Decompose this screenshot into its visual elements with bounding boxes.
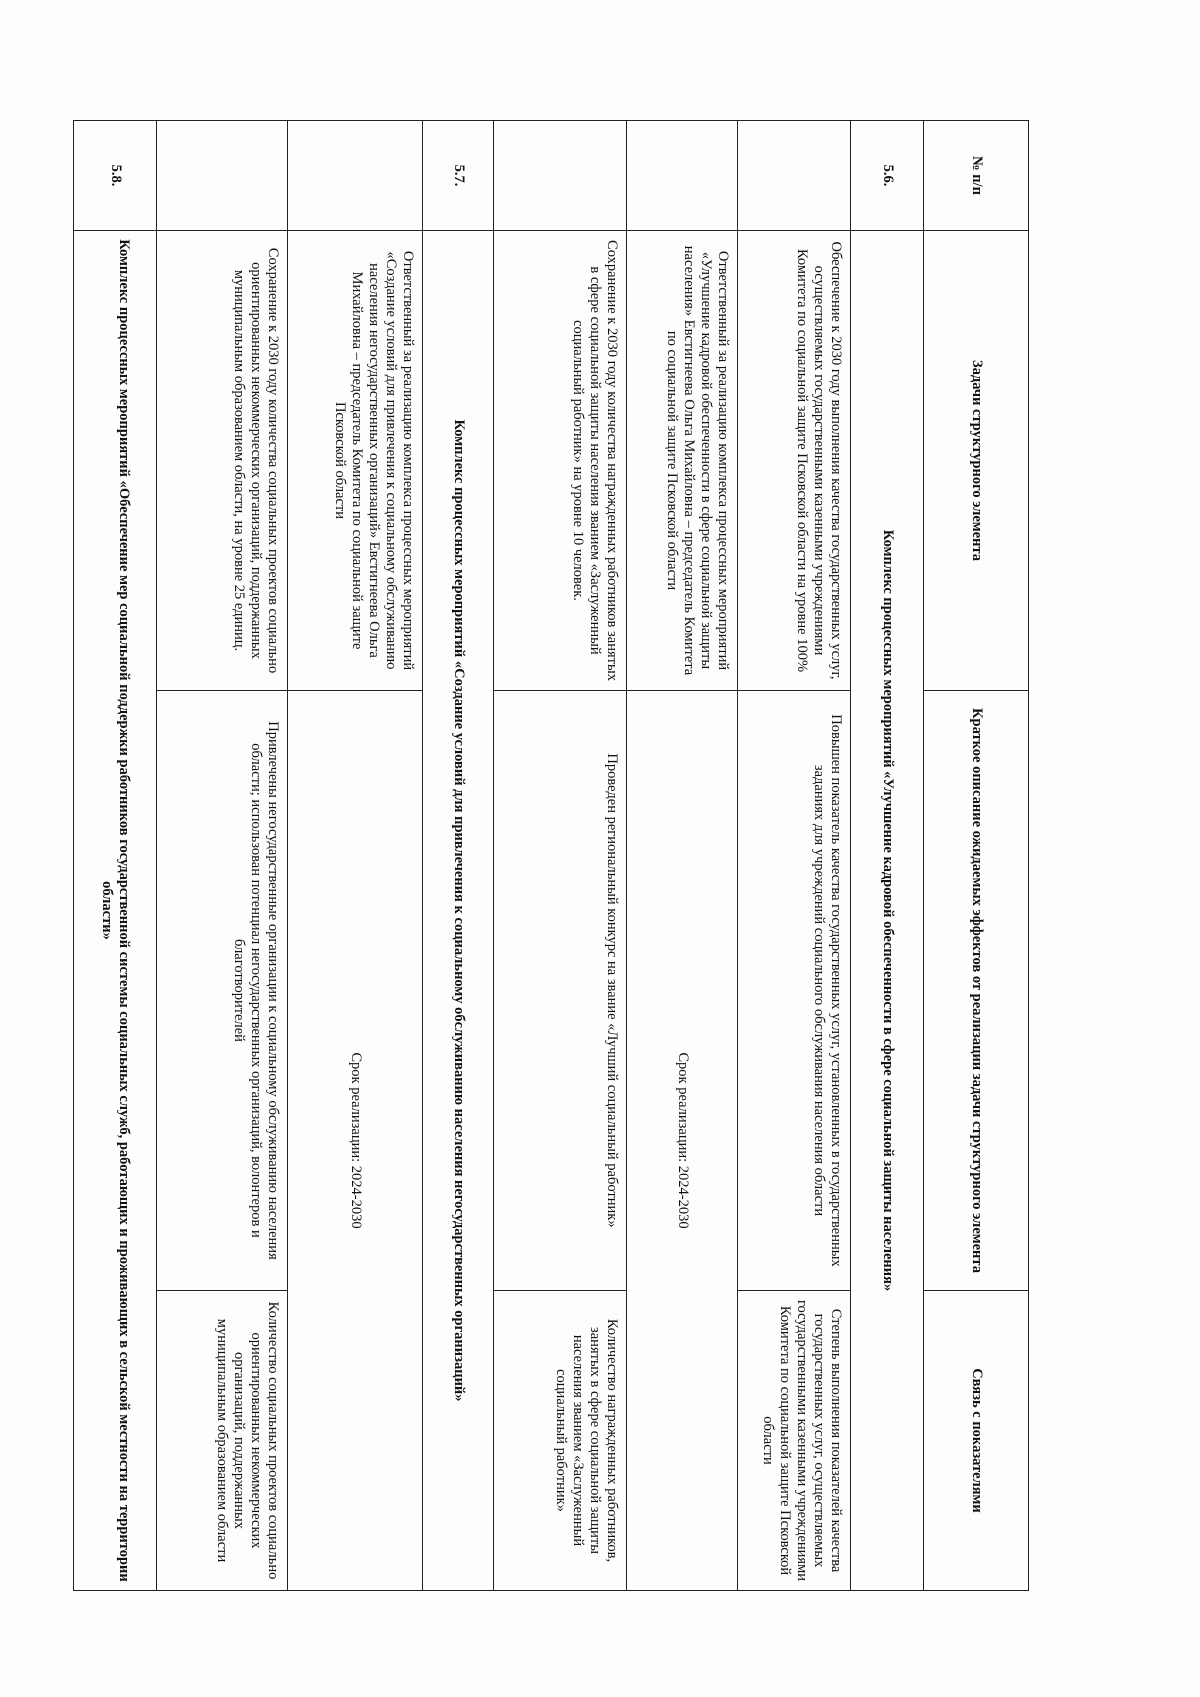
- header-effects: Краткое описание ожидаемых эффектов от реализации задачи структурного элемента: [924, 691, 1029, 1291]
- rotated-table-wrapper: [99, 120, 1029, 1590]
- effect-cell: Проведен региональный конкурс на звание «Лучший социальный работник»: [494, 691, 627, 1291]
- indicator-link-cell: Количество награжденных работников, занятых в сфере социальной защиты населения званием «Заслуженный социальный работник»: [494, 1291, 627, 1591]
- task-cell: Сохранение к 2030 году количества социальных проектов социально ориентированных некоммерческих организаций, поддержанных муниципальным образованием области, на уровне 25 единиц.: [157, 231, 288, 691]
- table-row: [157, 121, 288, 1591]
- section-row-5-8: [74, 121, 157, 1591]
- row-number-empty: [738, 121, 851, 231]
- responsible-cell: Ответственный за реализацию комплекса процессных мероприятий «Улучшение кадровой обеспеченности в сфере социальной защиты населения» Евстигнеева Ольга Михайловна – председатель Комитета по социальной защите Псковской области: [627, 231, 738, 691]
- table-header-row: [924, 121, 1029, 1591]
- section-number: 5.6.: [851, 121, 924, 231]
- task-cell: Обеспечение к 2030 году выполнения качества государственных услуг, осуществляемых государственными казенными учреждениями Комитета по социальной защите Псковской области на уровне 100%: [738, 231, 851, 691]
- row-number-empty: [288, 121, 423, 231]
- effect-cell: Привлечены негосударственные организации к социальному обслуживанию населения области; использован потенциал негосударственных организаций, волонтеров и благотворителей: [157, 691, 288, 1291]
- row-number-empty: [157, 121, 288, 231]
- section-number: 5.8.: [74, 121, 157, 231]
- structural-element-table: [73, 120, 1029, 1591]
- table-row: [494, 121, 627, 1591]
- indicator-link-cell: Количество социальных проектов социально ориентированных некоммерческих организаций, поддержанных муниципальным образованием области: [157, 1291, 288, 1591]
- row-number-empty: [627, 121, 738, 231]
- task-cell: Сохранение к 2030 году количества награжденных работников занятых в сфере социальной защиты населения званием «Заслуженный социальный работник» на уровне 10 человек.: [494, 231, 627, 691]
- row-number-empty: [494, 121, 627, 231]
- header-link: Связь с показателями: [924, 1291, 1029, 1591]
- section-row-5-6: [851, 121, 924, 1591]
- header-tasks: Задачи структурного элемента: [924, 231, 1029, 691]
- indicator-link-cell: Степень выполнения показателей качества государственных услуг, осуществляемых государственными казенными учреждениями Комитета по социальной защите Псковской области: [738, 1291, 851, 1591]
- table-row: [288, 121, 423, 1591]
- section-title: Комплекс процессных мероприятий «Создание условий для привлечения к социальному обслуживанию населения негосударственных организаций»: [423, 231, 494, 1591]
- effect-cell: Повышен показатель качества государственных услуг, установленных в государственных заданиях для учреждений социального обслуживания населения области: [738, 691, 851, 1291]
- term-cell: Срок реализации: 2024-2030: [288, 691, 423, 1591]
- table-row: [738, 121, 851, 1591]
- term-cell: Срок реализации: 2024-2030: [627, 691, 738, 1591]
- responsible-cell: Ответственный за реализацию комплекса процессных мероприятий «Создание условий для привлечения к социальному обслуживанию населения негосударственных организаций» Евстигнеева Ольга Михайловна – председатель Комитета по социальной защите Псковской области: [288, 231, 423, 691]
- section-title: Комплекс процессных мероприятий «Улучшение кадровой обеспеченности в сфере социальной защиты населения»: [851, 231, 924, 1591]
- section-number: 5.7.: [423, 121, 494, 231]
- header-num: № п/п: [924, 121, 1029, 231]
- section-title: Комплекс процессных мероприятий «Обеспечение мер социальной поддержки работников государственной системы социальных служб, работающих и проживающих в сельской местности на территории области»: [74, 231, 157, 1591]
- section-row-5-7: [423, 121, 494, 1591]
- table-row: [627, 121, 738, 1591]
